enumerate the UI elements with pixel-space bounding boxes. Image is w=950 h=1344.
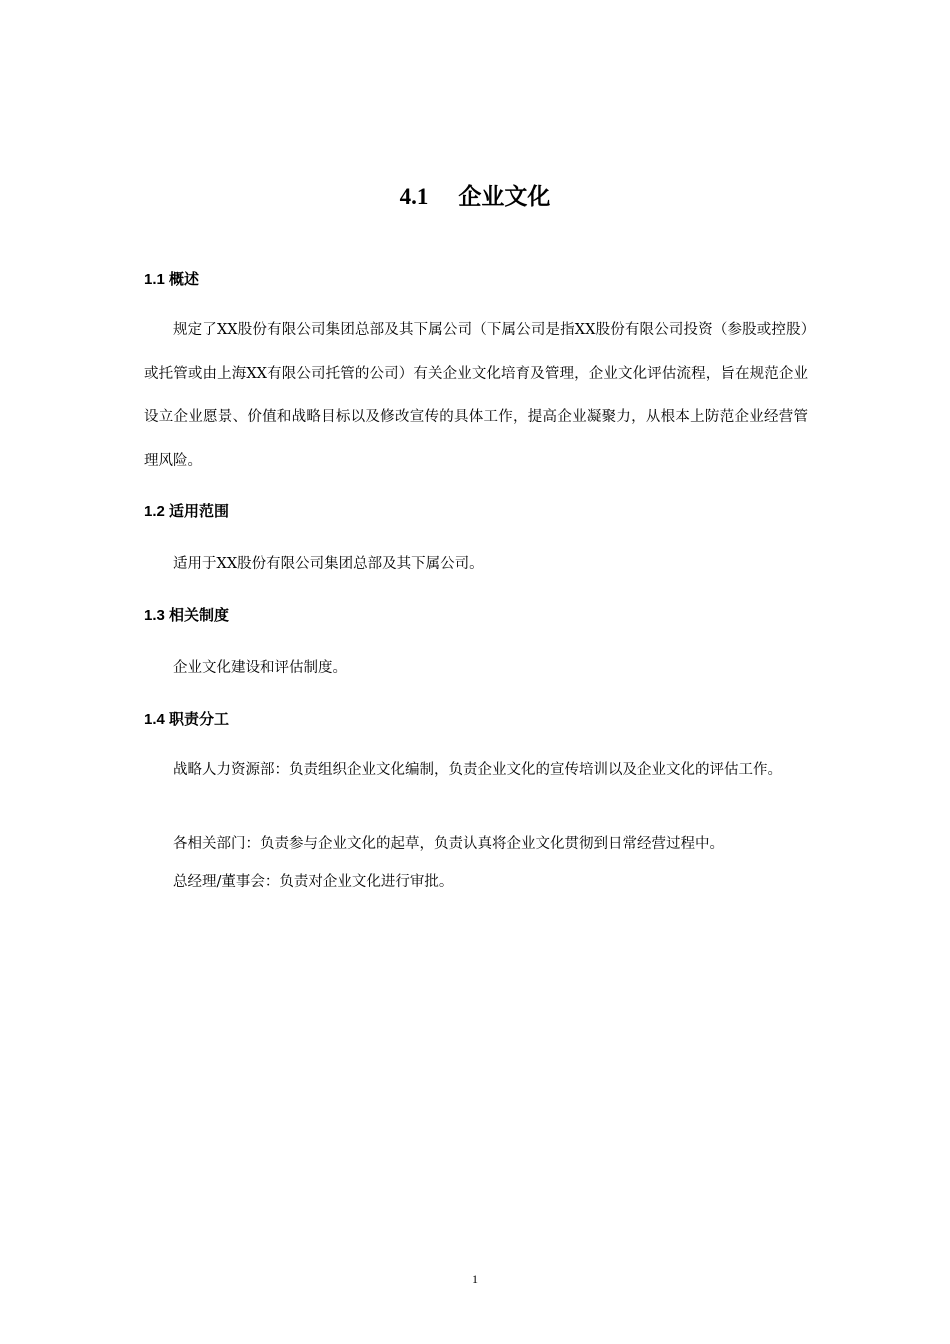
section-heading-responsibilities: 1.4 职责分工 — [144, 711, 230, 728]
title-text: 企业文化 — [458, 183, 551, 210]
responsibility-strategy-hr: 战略人力资源部：负责组织企业文化编制，负责企业文化的宣传培训以及企业文化的评估工作。 — [173, 762, 782, 778]
section-heading-overview: 1.1 概述 — [144, 271, 200, 288]
section-paragraph-scope: 适用于XX股份有限公司集团总部及其下属公司。 — [173, 556, 484, 572]
responsibility-management: 总经理/董事会：负责对企业文化进行审批。 — [173, 874, 454, 890]
page-number: 1 — [472, 1272, 478, 1286]
section-paragraph-overview: 规定了XX股份有限公司集团总部及其下属公司（下属公司是指XX股份有限公司投资（参股或控股）或托管或由上海XX有限公司托管的公司）有关企业文化培育及管理，企业文化评估流程，旨在规范企业设立企业愿景、价值和战略目标以及修改宣传的具体工作，提高企业凝聚力，从根本上防范企业经营管理风险。 — [144, 322, 808, 469]
responsibility-departments: 各相关部门：负责参与企业文化的起草，负责认真将企业文化贯彻到日常经营过程中。 — [173, 836, 724, 852]
title-number: 4.1 — [399, 184, 429, 209]
section-heading-related-policy: 1.3 相关制度 — [144, 607, 230, 624]
section-paragraph-related-policy: 企业文化建设和评估制度。 — [173, 660, 347, 676]
page-title — [0, 182, 950, 212]
section-heading-scope: 1.2 适用范围 — [144, 503, 230, 520]
